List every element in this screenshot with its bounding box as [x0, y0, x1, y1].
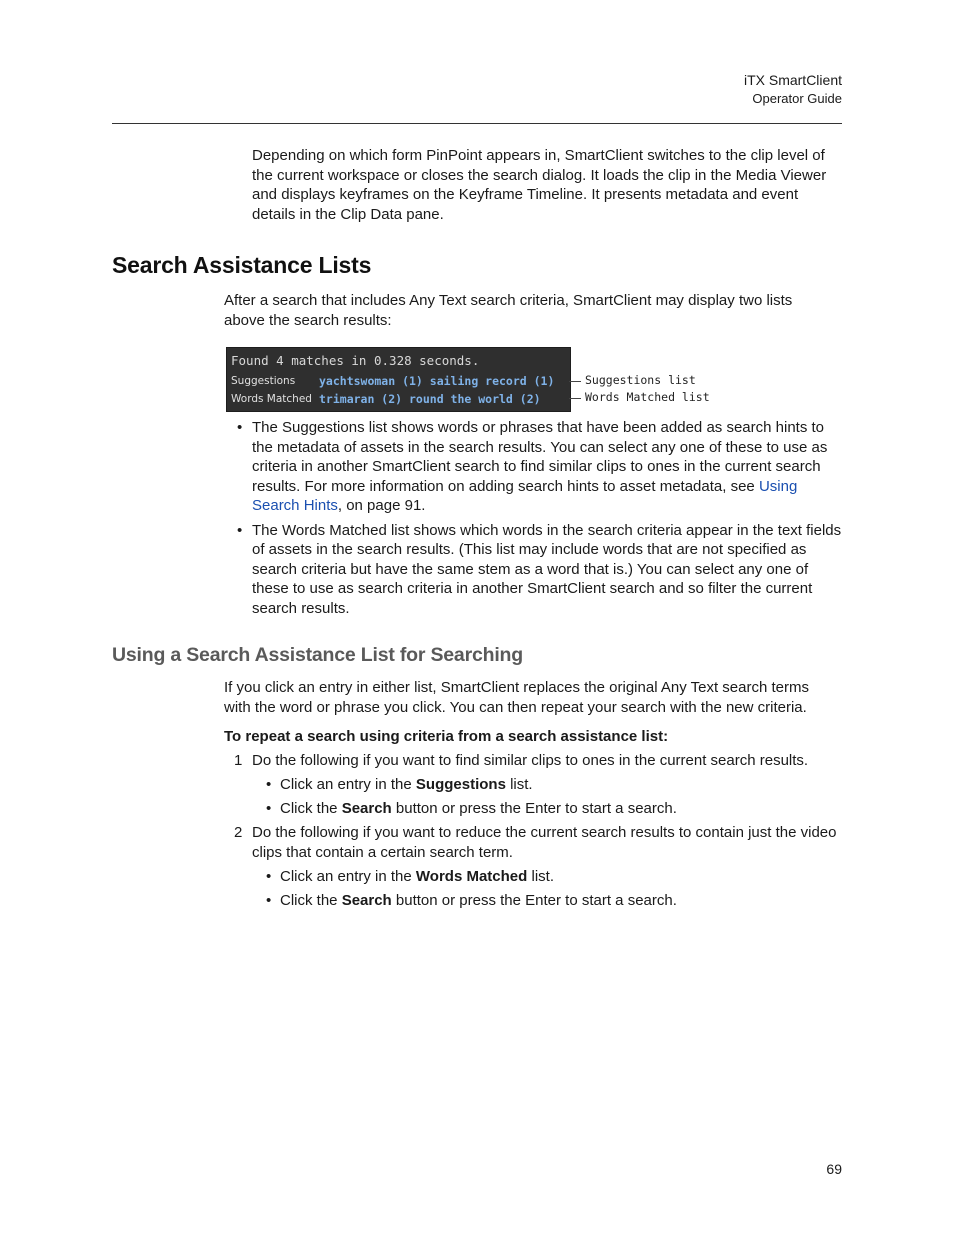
bullet-marker: •	[266, 776, 272, 793]
suggestions-values: yachtswoman (1) sailing record (1)	[319, 374, 555, 388]
step-1b-pre: Click the	[280, 800, 342, 817]
words-matched-label: Words Matched	[231, 393, 312, 405]
step-2a-pre: Click an entry in the	[280, 868, 416, 885]
suggestions-label: Suggestions	[231, 375, 296, 387]
subsection-lead: If you click an entry in either list, SmartClient replaces the original Any Text search terms with the word or phrase you click. You can then repeat your search with the new criteria.	[224, 679, 809, 716]
bullet-marker: •	[266, 800, 272, 817]
step-2b-pre: Click the	[280, 892, 342, 909]
step-2	[234, 823, 844, 862]
section-lead: After a search that includes Any Text search criteria, SmartClient may display two lists above the search results:	[224, 292, 793, 329]
bullet-list	[237, 418, 842, 619]
intro-paragraph: Depending on which form PinPoint appears in, SmartClient switches to the clip level of the current workspace or closes the search dialog. It loads the clip in the Media Viewer and displays keyframes on the Keyframe Timeline. It presents metadata and event details in the Clip Data pane.	[252, 147, 827, 223]
bullet-marker: •	[237, 521, 243, 539]
step-1	[234, 751, 844, 771]
header-title: iTX SmartClient	[743, 72, 842, 88]
step-2a-bold: Words Matched	[415, 868, 528, 885]
procedure-title: To repeat a search using criteria from a search assistance list:	[224, 728, 669, 745]
step-1b-post: button or press the Enter to start a search.	[391, 800, 677, 817]
step-1a-pre: Click an entry in the	[280, 776, 416, 793]
section-title: Search Assistance Lists	[112, 252, 372, 278]
step-2b	[266, 891, 677, 911]
bullet-words-matched	[237, 521, 842, 619]
bullet-marker: •	[266, 868, 272, 885]
running-header	[744, 71, 842, 109]
step-2-number: 2	[234, 824, 243, 841]
step-1a-bold: Suggestions	[415, 776, 506, 793]
step-2-text: Do the following if you want to reduce the current search results to contain just the video clips that contain a certain search term.	[252, 824, 837, 861]
step-1-number: 1	[234, 752, 243, 769]
bullet-suggestions-tail: , on page 91.	[337, 497, 426, 515]
step-1b-bold: Search	[341, 800, 392, 817]
search-assistance-screenshot	[226, 347, 571, 412]
bullet-words-matched-text: The Words Matched list shows which words in the search criteria appear in the text fields of assets in the search results. (This list may include words that are not specified as search criteria but have the same stem as a word that is.) You can select any one of these to use as search criteria in another SmartClient search and so filter the current search results.	[252, 521, 842, 617]
header-divider	[112, 123, 842, 124]
words-matched-callout-line	[569, 398, 581, 399]
step-1a-post: list.	[505, 776, 533, 793]
bullet-marker: •	[266, 892, 272, 909]
step-2a	[266, 867, 554, 887]
step-2b-post: button or press the Enter to start a search.	[391, 892, 677, 909]
page-number: 69	[826, 1161, 842, 1177]
suggestions-callout: Suggestions list	[585, 373, 696, 387]
using-search-hints-link[interactable]: Using Search Hints	[252, 477, 798, 515]
step-1a	[266, 775, 533, 795]
step-2b-bold: Search	[341, 892, 392, 909]
step-2a-post: list.	[527, 868, 554, 885]
suggestions-callout-line	[569, 381, 581, 382]
header-subtitle: Operator Guide	[752, 91, 842, 106]
words-matched-values: trimaran (2) round the world (2)	[319, 392, 541, 406]
subsection-title: Using a Search Assistance List for Searching	[112, 644, 523, 666]
words-matched-callout: Words Matched list	[585, 390, 710, 404]
bullet-suggestions	[237, 418, 842, 516]
bullet-suggestions-text: The Suggestions list shows words or phrases that have been added as search hints to the metadata of assets in the search results. You can select any one of these to use as criteria in another SmartClient search to find similar clips to ones in the current search results. For more information on adding search hints to asset metadata, see	[252, 419, 828, 495]
step-1b	[266, 799, 677, 819]
bullet-marker: •	[237, 419, 243, 436]
found-matches-text: Found 4 matches in 0.328 seconds.	[231, 353, 480, 368]
step-1-text: Do the following if you want to find similar clips to ones in the current search results.	[252, 752, 809, 769]
